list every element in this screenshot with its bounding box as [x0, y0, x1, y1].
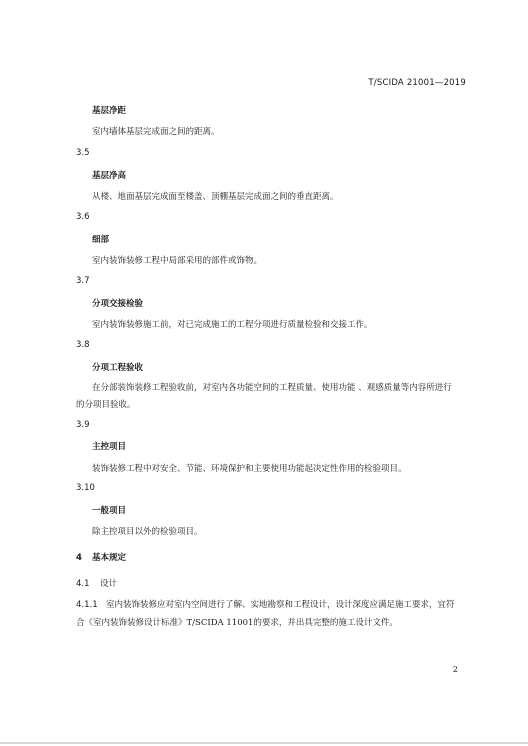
term-number: 3.9	[76, 420, 90, 430]
term-definition: 室内墙体基层完成面之间的距离。	[92, 127, 220, 137]
term-definition: 除主控项目以外的检验项目。	[92, 527, 203, 537]
term-number: 3.7	[76, 276, 90, 286]
term-title: 分项工程验收	[92, 363, 144, 373]
subsection-title: 设计	[100, 579, 118, 589]
clause-text-line2: 合《室内装饰装修设计标准》T/SCIDA 11001的要求，并出具完整的施工设计文件。	[76, 618, 398, 628]
term-definition-continued: 的分项目验收。	[76, 400, 136, 410]
term-number: 3.10	[76, 483, 95, 493]
term-number: 3.8	[76, 340, 90, 350]
term-title: 一般项目	[92, 506, 127, 516]
section-number: 4	[76, 553, 82, 563]
page-bottom-edge	[0, 742, 528, 744]
term-definition: 装饰装修工程中对安全、节能、环境保护和主要使用功能起决定性作用的检验项目。	[92, 464, 407, 474]
term-definition: 室内装饰装修工程中局部采用的部件或饰物。	[92, 256, 263, 266]
term-title: 基层净距	[92, 106, 127, 116]
subsection-number: 4.1	[76, 579, 90, 589]
term-definition: 室内装饰装修施工前，对已完成施工的工程分项进行质量检验和交接工作。	[92, 320, 373, 330]
term-definition: 从楼、地面基层完成面至楼盖、顶棚基层完成面之间的垂直距离。	[92, 192, 339, 202]
section-heading	[76, 551, 126, 563]
term-number: 3.6	[76, 212, 90, 222]
clause-paragraph	[76, 596, 466, 632]
term-definition: 在分部装饰装修工程验收前，对室内各功能空间的工程质量、使用功能 、观感质量等内容所进行	[92, 383, 452, 393]
section-title: 基本规定	[92, 553, 127, 563]
term-number: 3.5	[76, 148, 90, 158]
subsection-heading	[76, 577, 117, 589]
term-title: 基层净高	[92, 171, 127, 181]
standard-code: T/SCIDA 21001—2019	[368, 78, 466, 88]
term-title: 主控项目	[92, 442, 127, 452]
clause-number: 4.1.1	[76, 600, 98, 610]
term-title: 分项交接检验	[92, 299, 144, 309]
page-number: 2	[452, 665, 458, 674]
term-title: 细部	[92, 235, 110, 245]
clause-text-line1: 室内装饰装修应对室内空间进行了解、实地勘察和工程设计，设计深度应满足施工要求，宜符	[106, 600, 455, 610]
